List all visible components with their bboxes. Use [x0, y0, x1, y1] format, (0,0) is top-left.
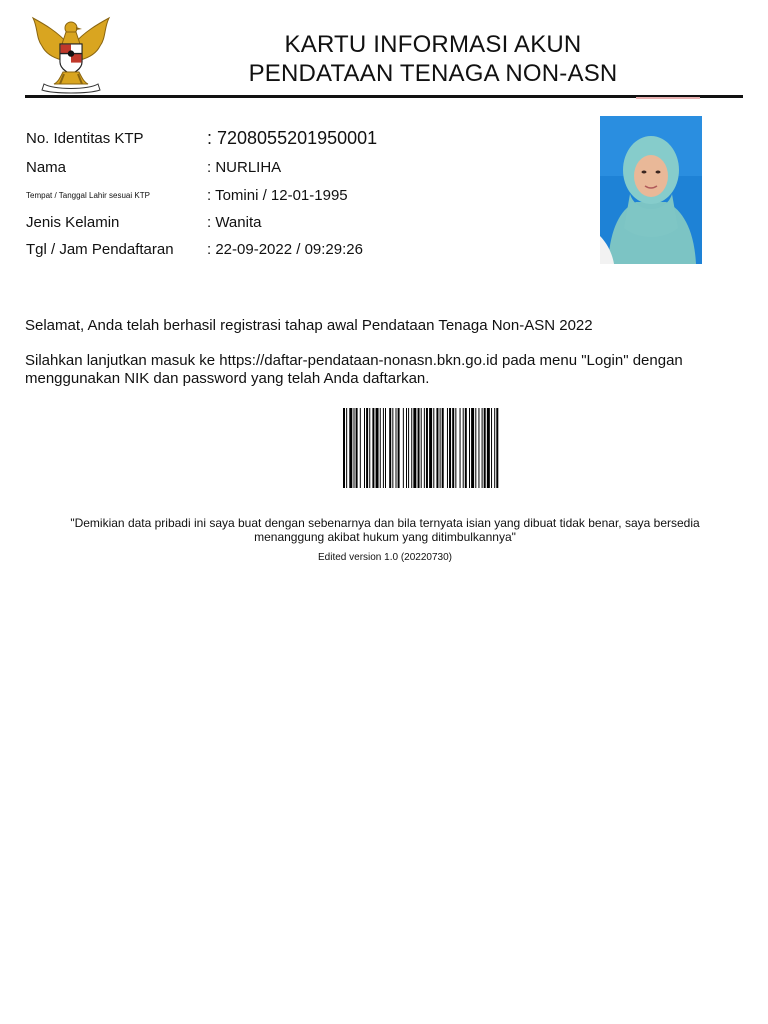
- barcode-bar: [360, 408, 361, 488]
- field-label: Tempat / Tanggal Lahir sesuai KTP: [26, 191, 150, 200]
- version-note: Edited version 1.0 (20220730): [318, 552, 452, 563]
- barcode-bar: [349, 408, 352, 488]
- barcode-bar: [436, 408, 438, 488]
- field-value: : 7208055201950001: [207, 128, 378, 148]
- barcode-bar: [452, 408, 454, 488]
- field-value: : Tomini / 12-01-1995: [207, 187, 348, 204]
- field-label: Tgl / Jam Pendaftaran: [26, 241, 174, 258]
- barcode-bar: [369, 408, 370, 488]
- barcode-bar: [343, 408, 345, 488]
- page-title: [200, 30, 666, 88]
- barcode-bar: [392, 408, 393, 488]
- barcode-bar: [389, 408, 391, 488]
- barcode-bar: [447, 408, 448, 488]
- barcode-bar: [398, 408, 400, 488]
- barcode-bar: [449, 408, 451, 488]
- garuda-emblem-icon: [30, 14, 112, 94]
- field-label: No. Identitas KTP: [26, 130, 144, 147]
- barcode-bar: [475, 408, 476, 488]
- barcode-bar: [469, 408, 470, 488]
- barcode-bar: [421, 408, 422, 488]
- applicant-photo: [600, 116, 702, 264]
- barcode-bar: [494, 408, 495, 488]
- barcode-bar: [471, 408, 474, 488]
- header-mark: [636, 97, 700, 99]
- declaration-statement: "Demikian data pribadi ini saya buat dengan sebenarnya dan bila ternyata isian yang dibuat tidak benar, saya bersedia menanggung akibat hukum yang ditimbulkannya": [70, 516, 700, 544]
- title-line-1: KARTU INFORMASI AKUN: [284, 31, 582, 58]
- barcode-bar: [356, 408, 358, 488]
- title-line-2: PENDATAAN TENAGA NON-ASN: [248, 60, 618, 87]
- field-value: : Wanita: [207, 214, 262, 231]
- barcode-bar: [440, 408, 441, 488]
- barcode-bar: [403, 408, 404, 488]
- barcode-bar: [385, 408, 386, 488]
- barcode-bar: [491, 408, 492, 488]
- barcode-bar: [411, 408, 412, 488]
- field-label: Jenis Kelamin: [26, 214, 120, 231]
- barcode-bar: [376, 408, 379, 488]
- success-message: Selamat, Anda telah berhasil registrasi tahap awal Pendataan Tenaga Non-ASN 2022: [25, 317, 593, 334]
- registration-barcode: [343, 408, 615, 488]
- barcode-bar: [366, 408, 368, 488]
- barcode-bar: [396, 408, 397, 488]
- barcode-bar: [482, 408, 483, 488]
- barcode-bar: [380, 408, 381, 488]
- barcode-bar: [424, 408, 425, 488]
- instruction-message: Silahkan lanjutkan masuk ke https://daftar-pendataan-nonasn.bkn.go.id pada menu "Login" dengan menggunakan NIK dan password yang telah Anda daftarkan.: [25, 352, 683, 387]
- barcode-bar: [383, 408, 384, 488]
- barcode-bar: [364, 408, 365, 488]
- barcode-bar: [429, 408, 432, 488]
- field-value: : NURLIHA: [207, 159, 282, 176]
- barcode-bar: [418, 408, 420, 488]
- field-label: Nama: [26, 159, 67, 176]
- barcode-bar: [487, 408, 490, 488]
- field-value: : 22-09-2022 / 09:29:26: [207, 241, 363, 258]
- barcode-bar: [496, 408, 498, 488]
- barcode-bar: [426, 408, 428, 488]
- barcode-bar: [484, 408, 486, 488]
- barcode-bar: [463, 408, 464, 488]
- barcode-bar: [346, 408, 347, 488]
- barcode-bar: [465, 408, 467, 488]
- barcode-bar: [433, 408, 434, 488]
- barcode-bar: [455, 408, 456, 488]
- barcode-bar: [354, 408, 355, 488]
- barcode-bar: [408, 408, 409, 488]
- barcode-bar: [372, 408, 374, 488]
- barcode-bar: [460, 408, 461, 488]
- barcode-bar: [442, 408, 444, 488]
- barcode-bar: [406, 408, 407, 488]
- barcode-bar: [478, 408, 479, 488]
- barcode-bar: [413, 408, 416, 488]
